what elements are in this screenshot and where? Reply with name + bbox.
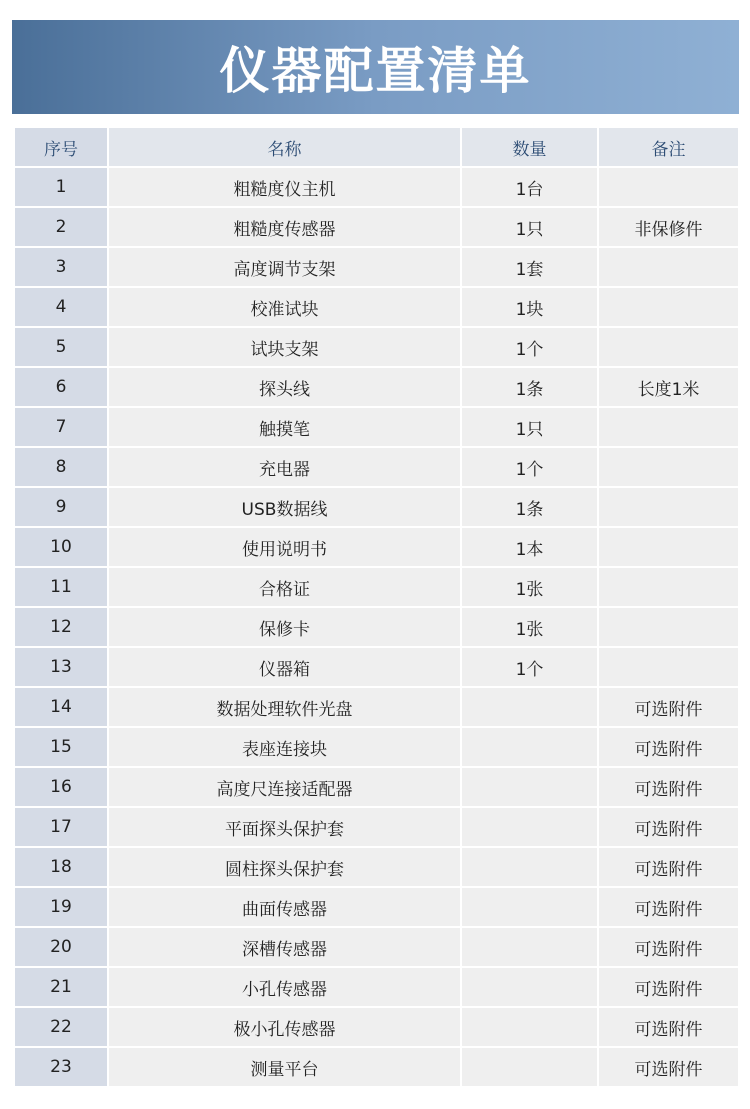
cell-name: 仪器箱: [109, 648, 460, 686]
cell-note: 可选附件: [599, 688, 738, 726]
cell-note: 可选附件: [599, 1008, 738, 1046]
cell-name: 曲面传感器: [109, 888, 460, 926]
cell-no: 21: [15, 968, 107, 1006]
header-name: 名称: [109, 128, 460, 166]
cell-name: 表座连接块: [109, 728, 460, 766]
cell-qty: 1只: [462, 208, 597, 246]
cell-name: 高度尺连接适配器: [109, 768, 460, 806]
cell-note: 非保修件: [599, 208, 738, 246]
table-row: [15, 808, 738, 846]
cell-no: 6: [15, 368, 107, 406]
cell-name: 校准试块: [109, 288, 460, 326]
cell-qty: [462, 928, 597, 966]
cell-qty: [462, 728, 597, 766]
cell-note: [599, 488, 738, 526]
cell-qty: [462, 808, 597, 846]
table-row: [15, 328, 738, 366]
cell-qty: 1套: [462, 248, 597, 286]
cell-name: 使用说明书: [109, 528, 460, 566]
cell-name: 粗糙度传感器: [109, 208, 460, 246]
table-row: [15, 408, 738, 446]
table-row: [15, 248, 738, 286]
cell-qty: [462, 968, 597, 1006]
cell-name: USB数据线: [109, 488, 460, 526]
table-row: [15, 688, 738, 726]
cell-note: 可选附件: [599, 1048, 738, 1086]
cell-qty: [462, 888, 597, 926]
cell-name: 充电器: [109, 448, 460, 486]
cell-note: [599, 328, 738, 366]
cell-qty: [462, 1048, 597, 1086]
cell-no: 23: [15, 1048, 107, 1086]
cell-no: 16: [15, 768, 107, 806]
cell-no: 10: [15, 528, 107, 566]
header-note: 备注: [599, 128, 738, 166]
table-row: [15, 848, 738, 886]
cell-note: [599, 608, 738, 646]
cell-note: 可选附件: [599, 888, 738, 926]
table-row: [15, 928, 738, 966]
table-row: [15, 1048, 738, 1086]
cell-no: 2: [15, 208, 107, 246]
cell-no: 17: [15, 808, 107, 846]
cell-note: [599, 408, 738, 446]
title-banner: [12, 20, 739, 114]
header-qty: 数量: [462, 128, 597, 166]
cell-no: 7: [15, 408, 107, 446]
cell-no: 15: [15, 728, 107, 766]
cell-note: [599, 248, 738, 286]
page-title: 仪器配置清单: [219, 42, 532, 100]
cell-no: 13: [15, 648, 107, 686]
table-row: [15, 208, 738, 246]
cell-no: 4: [15, 288, 107, 326]
cell-qty: 1条: [462, 488, 597, 526]
table-row: [15, 648, 738, 686]
cell-qty: 1条: [462, 368, 597, 406]
cell-name: 深槽传感器: [109, 928, 460, 966]
table-row: [15, 288, 738, 326]
cell-name: 小孔传感器: [109, 968, 460, 1006]
cell-qty: 1只: [462, 408, 597, 446]
cell-qty: [462, 768, 597, 806]
cell-no: 18: [15, 848, 107, 886]
table-row: [15, 368, 738, 406]
cell-note: 可选附件: [599, 768, 738, 806]
cell-no: 5: [15, 328, 107, 366]
cell-no: 11: [15, 568, 107, 606]
table-row: [15, 1008, 738, 1046]
cell-qty: [462, 1008, 597, 1046]
table-row: [15, 568, 738, 606]
cell-note: 可选附件: [599, 728, 738, 766]
cell-note: [599, 168, 738, 206]
table-body: [15, 168, 738, 1086]
cell-qty: 1本: [462, 528, 597, 566]
table-row: [15, 168, 738, 206]
cell-name: 平面探头保护套: [109, 808, 460, 846]
cell-name: 试块支架: [109, 328, 460, 366]
table-header-row: [15, 128, 738, 166]
table-row: [15, 728, 738, 766]
cell-no: 12: [15, 608, 107, 646]
cell-name: 数据处理软件光盘: [109, 688, 460, 726]
config-table: [15, 128, 738, 1088]
table-row: [15, 608, 738, 646]
table-row: [15, 968, 738, 1006]
cell-name: 极小孔传感器: [109, 1008, 460, 1046]
cell-name: 探头线: [109, 368, 460, 406]
cell-no: 1: [15, 168, 107, 206]
table-row: [15, 488, 738, 526]
cell-qty: 1个: [462, 328, 597, 366]
cell-no: 3: [15, 248, 107, 286]
cell-note: 可选附件: [599, 928, 738, 966]
cell-qty: 1张: [462, 608, 597, 646]
cell-no: 14: [15, 688, 107, 726]
cell-name: 测量平台: [109, 1048, 460, 1086]
cell-name: 触摸笔: [109, 408, 460, 446]
cell-name: 粗糙度仪主机: [109, 168, 460, 206]
cell-note: [599, 568, 738, 606]
cell-no: 20: [15, 928, 107, 966]
table-row: [15, 768, 738, 806]
cell-note: 可选附件: [599, 808, 738, 846]
cell-note: [599, 528, 738, 566]
cell-note: 可选附件: [599, 848, 738, 886]
cell-note: 可选附件: [599, 968, 738, 1006]
cell-qty: 1张: [462, 568, 597, 606]
cell-note: [599, 648, 738, 686]
cell-name: 合格证: [109, 568, 460, 606]
cell-no: 8: [15, 448, 107, 486]
cell-qty: 1块: [462, 288, 597, 326]
table-row: [15, 448, 738, 486]
cell-note: [599, 448, 738, 486]
header-no: 序号: [15, 128, 107, 166]
cell-qty: [462, 688, 597, 726]
cell-note: 长度1米: [599, 368, 738, 406]
cell-note: [599, 288, 738, 326]
cell-no: 9: [15, 488, 107, 526]
cell-name: 保修卡: [109, 608, 460, 646]
cell-name: 高度调节支架: [109, 248, 460, 286]
table-row: [15, 528, 738, 566]
cell-name: 圆柱探头保护套: [109, 848, 460, 886]
cell-qty: [462, 848, 597, 886]
cell-qty: 1台: [462, 168, 597, 206]
table-row: [15, 888, 738, 926]
cell-no: 19: [15, 888, 107, 926]
cell-qty: 1个: [462, 648, 597, 686]
cell-qty: 1个: [462, 448, 597, 486]
cell-no: 22: [15, 1008, 107, 1046]
